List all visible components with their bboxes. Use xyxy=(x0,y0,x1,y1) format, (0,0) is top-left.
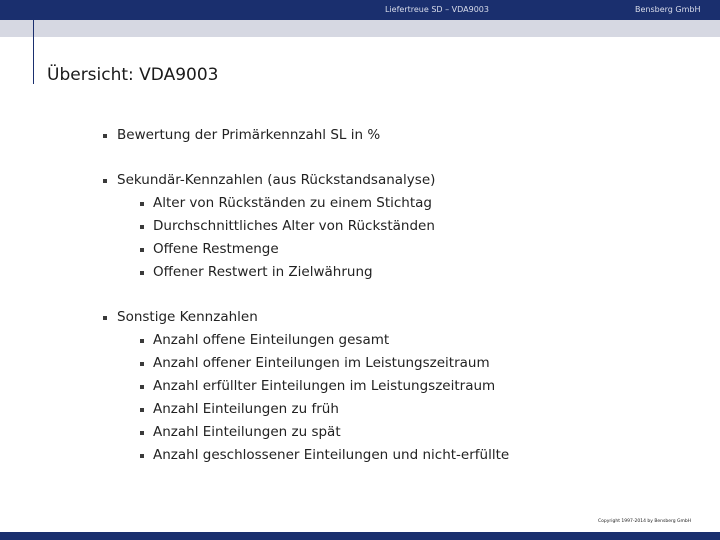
sub-bullet-item xyxy=(100,352,700,375)
bullet-item xyxy=(100,124,700,147)
sub-bullet-item xyxy=(100,329,700,352)
bullet-marker-icon xyxy=(140,408,144,412)
sub-bullet-item xyxy=(100,375,700,398)
sub-bullet-label: Anzahl erfüllter Einteilungen im Leistungszeitraum xyxy=(153,378,496,394)
bullet-marker-icon xyxy=(140,271,144,275)
sub-bullet-label: Anzahl geschlossener Einteilungen und nicht-erfüllte xyxy=(153,447,510,463)
bullet-item xyxy=(100,306,700,329)
sub-bullet-item xyxy=(100,192,700,215)
header-center-text: Liefertreue SD – VDA9003 xyxy=(385,5,489,14)
sub-bullet-label: Anzahl Einteilungen zu spät xyxy=(153,424,341,440)
bullet-marker-icon xyxy=(140,339,144,343)
sub-bullet-label: Anzahl offene Einteilungen gesamt xyxy=(153,332,390,348)
sub-bullet-label: Alter von Rückständen zu einem Stichtag xyxy=(153,195,432,211)
bullet-item xyxy=(100,169,700,192)
sub-bullet-item xyxy=(100,421,700,444)
sub-bullet-item xyxy=(100,238,700,261)
bullet-group-primary xyxy=(100,124,700,147)
bullet-group-other xyxy=(100,306,700,467)
sub-bullet-label: Offene Restmenge xyxy=(153,241,279,257)
header-bar xyxy=(0,0,720,20)
sub-bullet-item xyxy=(100,261,700,284)
bullet-label: Sonstige Kennzahlen xyxy=(117,309,258,325)
footer-bar xyxy=(0,532,720,540)
sub-bullet-item xyxy=(100,215,700,238)
bullet-content xyxy=(100,124,700,489)
bullet-marker-icon xyxy=(140,362,144,366)
bullet-marker-icon xyxy=(140,431,144,435)
bullet-label: Bewertung der Primärkennzahl SL in % xyxy=(117,127,381,143)
sub-bullet-item xyxy=(100,444,700,467)
sub-bullet-label: Anzahl offener Einteilungen im Leistungszeitraum xyxy=(153,355,490,371)
bullet-group-secondary xyxy=(100,169,700,284)
vertical-accent-line xyxy=(33,20,34,84)
bullet-marker-icon xyxy=(103,179,107,183)
slide-title: Übersicht: VDA9003 xyxy=(47,65,219,85)
sub-bullet-item xyxy=(100,398,700,421)
bullet-marker-icon xyxy=(103,134,107,138)
header-company-text: Bensberg GmbH xyxy=(635,5,701,14)
bullet-marker-icon xyxy=(140,225,144,229)
sub-bullet-label: Durchschnittliches Alter von Rückständen xyxy=(153,218,435,234)
footer-copyright: Copyright 1997-2014 by Bensberg GmbH xyxy=(598,519,692,524)
bullet-marker-icon xyxy=(103,316,107,320)
header-band xyxy=(0,20,720,37)
bullet-marker-icon xyxy=(140,385,144,389)
bullet-marker-icon xyxy=(140,248,144,252)
bullet-marker-icon xyxy=(140,454,144,458)
sub-bullet-label: Offener Restwert in Zielwährung xyxy=(153,264,373,280)
bullet-label: Sekundär-Kennzahlen (aus Rückstandsanalyse) xyxy=(117,172,436,188)
sub-bullet-label: Anzahl Einteilungen zu früh xyxy=(153,401,339,417)
bullet-marker-icon xyxy=(140,202,144,206)
